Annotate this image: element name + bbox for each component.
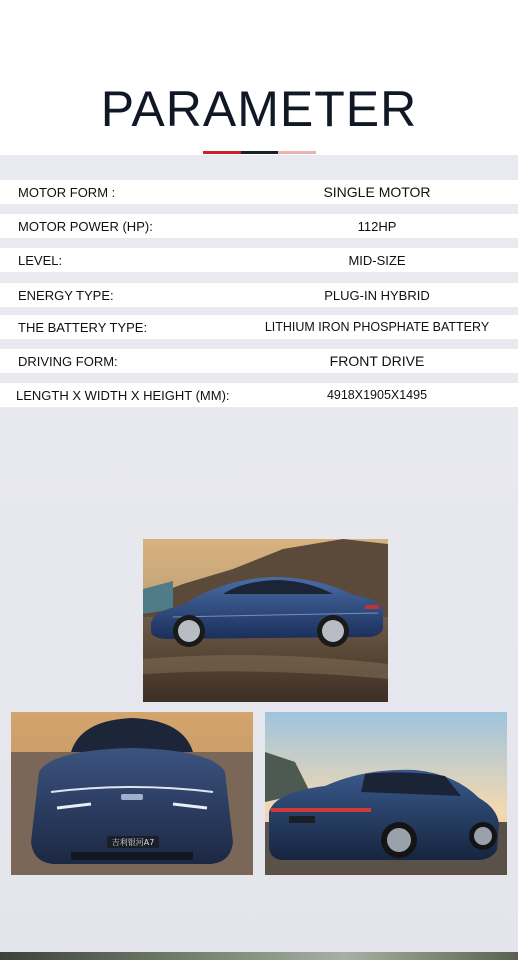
param-label: THE BATTERY TYPE:	[18, 319, 148, 335]
param-value: FRONT DRIVE	[329, 353, 425, 369]
divider-pink	[278, 151, 316, 154]
param-value: 112HP	[357, 218, 397, 234]
photo-gallery	[0, 410, 518, 960]
param-label: LEVEL:	[18, 252, 63, 268]
param-label: MOTOR POWER (HP):	[18, 218, 153, 234]
car-side-photo	[143, 539, 388, 702]
header	[0, 0, 518, 155]
car-front-photo	[11, 712, 253, 875]
param-row-motor-form	[0, 180, 518, 204]
license-plate-text: 吉利银河A7	[111, 838, 155, 847]
param-row-dimensions	[0, 383, 518, 407]
param-value: MID-SIZE	[348, 252, 406, 268]
page-title: PARAMETER	[100, 81, 418, 137]
param-row-driving-form	[0, 349, 518, 373]
divider-dark	[241, 151, 278, 154]
param-value: 4918X1905X1495	[326, 388, 428, 402]
param-label: ENERGY TYPE:	[18, 287, 114, 303]
param-row-energy-type	[0, 283, 518, 307]
param-row-level	[0, 248, 518, 272]
bottom-image-strip	[0, 952, 518, 960]
param-label: LENGTH X WIDTH X HEIGHT (MM):	[16, 387, 230, 403]
car-rear-photo	[265, 712, 507, 875]
param-value: LITHIUM IRON PHOSPHATE BATTERY	[264, 320, 490, 334]
param-value: PLUG-IN HYBRID	[324, 287, 430, 303]
param-value: SINGLE MOTOR	[323, 184, 431, 200]
param-label: DRIVING FORM:	[18, 353, 118, 369]
divider-red	[203, 151, 241, 154]
param-row-motor-power	[0, 214, 518, 238]
param-label: MOTOR FORM :	[18, 184, 116, 200]
param-row-battery-type	[0, 315, 518, 339]
parameter-table	[0, 155, 518, 410]
